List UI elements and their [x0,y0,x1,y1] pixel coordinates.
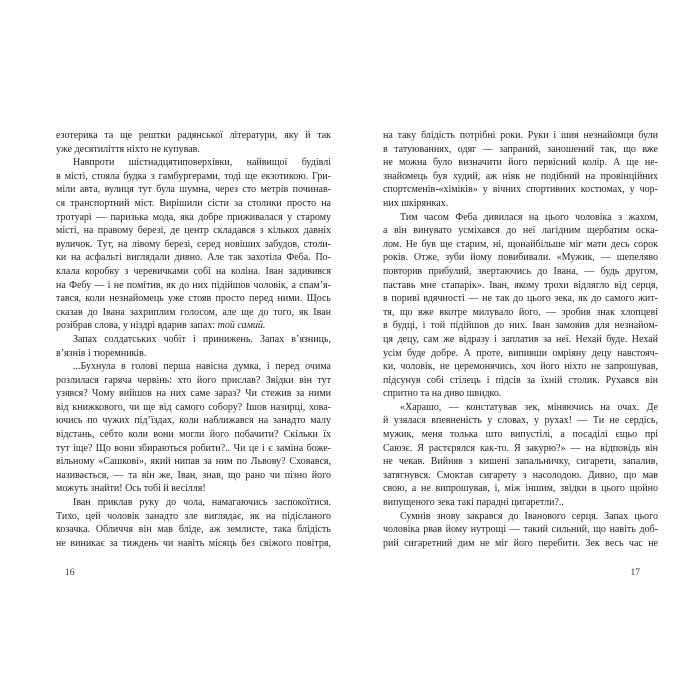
text-line: випущеного зека такі парадні цигаретли?.. [383,497,564,509]
text-line: знайомець був худий, аж ніяк не подібний на провінційних [383,170,658,182]
text-line: ки, чоловік, не церемонячись, хоч його ніхто не запрошував, [383,361,658,373]
text-line: ця децу, сам же відразу і заплатив за неї. Нехай буде. Нехай [383,333,658,345]
text-line: повторив прибулий, звертаючись до Івана, — будь другом, [383,265,658,277]
text-line: а він винувато усміхався до неї лагідним щербатим оска- [383,225,658,237]
text-line: Саюзє. Я растєрялся как-то. Я закурю?» — на відповідь він [383,442,658,454]
text-line: міли авта, вулиця тут була шумна, через сто метрів починав- [56,184,331,196]
text-line: Запах солдатських чобіт і принижень. Запах в’язниць, [73,333,331,345]
text-line: на таку блідість потрібні роки. Руки і шия незнайомця були [383,130,658,141]
page-number-right: 17 [630,568,640,578]
text-line: узявся? Чому вийшов на них саме зараз? Чи стежив за ними [56,388,331,400]
text-line: тротуарі — паризька мода, яка добре приживалася у старому [56,211,331,223]
text-line: езотерика та ще рештки радянської літератури, яку й так [56,130,331,141]
text-line: спритно та на диво швидко. [383,388,502,400]
text-line: уже десятиліття ніхто не купував. [56,143,200,155]
text-line: лом. Не був ще старим, ні, щонайбільше міг мати десь сорок [383,238,658,250]
text-line: ся транспортний міст. Вирішили сісти за столики просто на [56,197,331,209]
text-line: тався, коли незнайомець уже стояв просто перед ними. Щось [56,293,331,305]
text-line: не виникає за тиждень чи навіть місяць без свіжого повітря, [56,537,331,549]
text-line: розібрав слова, у ніздрі вдарив запах: той самий. [56,320,266,332]
text-line: в будці, і той підійшов до них. Іван замовив для незнайом- [383,320,658,332]
text-line: тут іще? Що вони збираються робити?.. Чи це і є заміна боже- [56,442,331,454]
text-line: свою, а не випрошував, і, між іншим, звідки в цього щойно [383,483,658,495]
text-line: в місті, стояла будка з гамбургерами, тоді ще екзотикою. Гри- [56,170,331,182]
text-line: ки на асфальті виглядали дивно. Але так захотіла Феба. По- [56,252,331,264]
text-line: паставь мне стапарік». Іван, якому трохи відлягло від серця, [383,279,658,291]
text-line: Навпроти шістнадцятиповерхівки, найвищої будівлі [73,157,331,169]
text-line: вуличок. Тут, на лівому березі, серед новіших забудов, столи- [56,238,331,250]
text-line: років. Отже, зуби йому повибивали. «Мужик, — шепеляво [383,252,658,264]
text-line: Тихо, цей чоловік занадто зле виглядає, як на підісланого [56,510,331,522]
text-line: тя, що вже вкотре милувало його, — зробив знак хлопцеві [383,306,658,318]
text-line: спортсменів-«хіміків» у вічних спортивних костюмах, у чор- [383,184,658,196]
text-line: ючись по чужих під’їздах, коли наближався на занадто малу [56,415,331,427]
text-line: Сумнів знову закрався до Іванового серця. Запах цього [400,510,658,522]
text-line: них шкірянках. [383,197,449,209]
text-line: від книжкового, чи ще від самого собору? Ішов назирці, хова- [56,401,331,413]
text-line: «Харашо, — констатував зек, міняючись на очах. Де [400,401,658,413]
text-line: Іван приклав руку до чола, намагаючись заспокоїтися. [73,497,331,509]
text-line: в татуюваннях, одяг — запраний, заношений так, що вже [383,143,658,155]
text-line: клала коробку з черевичками собі на коліна. Іван задивився [56,265,331,277]
text-line: й узялася впевненість у словах, у рухах! — Ти не сердісь, [383,415,658,427]
text-line: на Фебу — і не помітив, як до них підійшов чоловік, а спам’я- [56,279,331,291]
text-line: не можна було визначити його первісний колір. А ще не- [383,157,658,169]
text-line: розлилася гаряча червінь: хто його прислав? Звідки він тут [56,374,331,386]
book-page-left [56,129,331,550]
text-line: затягнувся. Смоктав сигарету з насолодою. Дивно, що мав [383,469,658,481]
text-line: відстань, себто коли вони могли його побачити? Скільки їх [56,429,331,441]
text-line: козачка. Обличчя він мав бліде, аж землисте, така блідість [56,524,331,536]
book-page-right [383,129,658,550]
text-line: усім буде добре. А проте, випивши омріяну децу навстояч- [383,347,658,359]
text-line: в пориві вдячності — не так до цього зека, як до самого жит- [383,293,658,305]
text-line: в’язнів і тюремників. [56,347,147,359]
text-line: Тим часом Феба дивилася на цього чоловіка з жахом, [400,211,658,223]
text-line: не чекав. Вийняв з кишені запальничку, сигарети, запалив, [383,456,658,468]
text-line: мужик, меня толька што випустілі, а посаділі єщьо прі [383,429,658,441]
text-line: рий сигаретний дим не міг його перебити. Зек весь час не [383,537,658,549]
text-line: ...Бухнула в голові перша навісна думка, і перед очима [73,361,331,373]
text-line: сказав до Івана захриплим голосом, але ще до того, як Іван [56,306,331,318]
text-line: називається, — та він же, Іван, знав, що рано чи пізно його [56,469,331,481]
text-line: підсунув собі стілець і підсів за їхній столик. Рухався він [383,374,658,386]
text-line: чоловіка рвав йому нутрощі — такий сильний, що навіть доб- [383,524,658,536]
text-line: місті, на правому березі, де центр складався з кількох давніх [56,225,331,237]
text-line: вільному «Сашкові», який нипав за ним по Львову? Сховався, [56,456,331,468]
page-number-left: 16 [65,568,75,578]
text-line: можуть знайти! Ось тобі й весілля! [56,483,206,495]
